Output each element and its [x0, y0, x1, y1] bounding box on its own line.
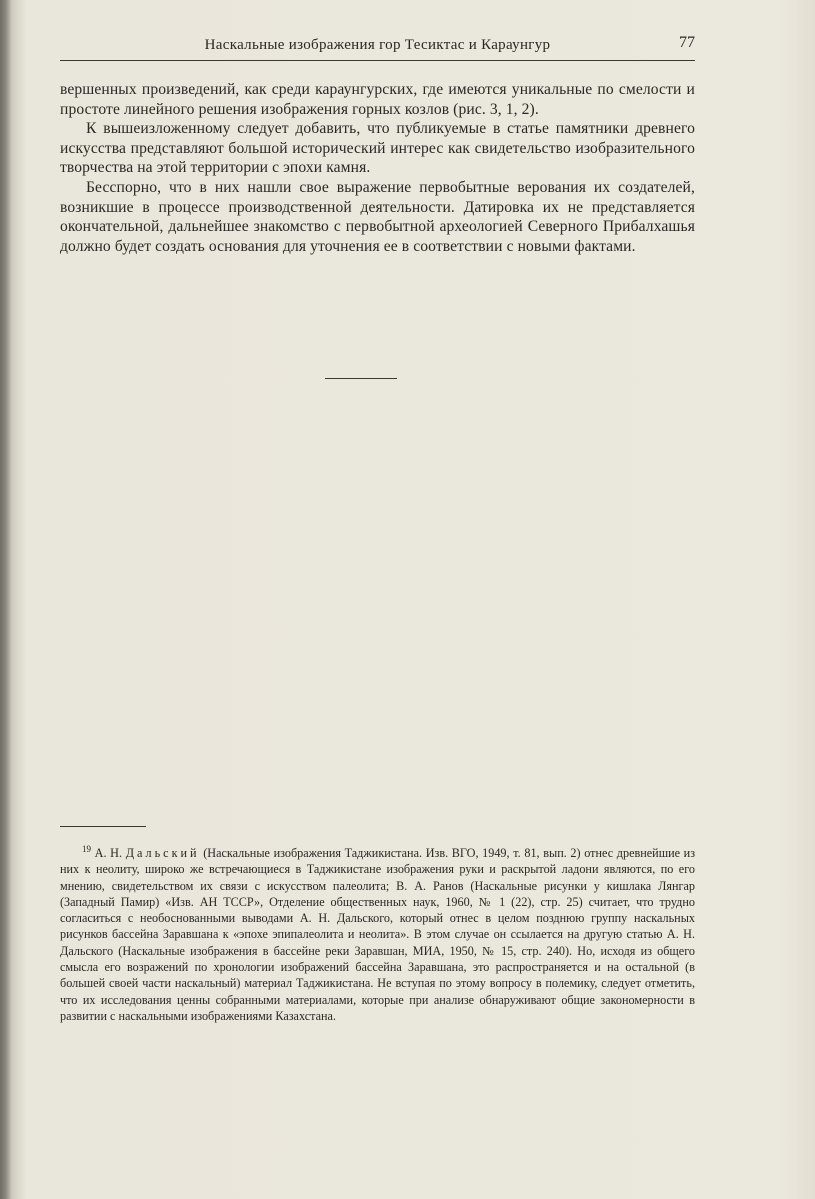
footnote-text: (Наскальные изображения Таджикистана. Изв. ВГО, 1949, т. 81, вып. 2) отнес древнейшие из них к неолиту, широко же встречающиеся в Таджикистане изображения руки и раскрытой ладони являются, по его мнению, свидетельством их связи с искусством палеолита; В. А. Ранов (Наскальные рисунки у кишлака Лянгар (Западный Памир) «Изв. АН ТССР», Отделение общественных наук, 1960, № 1 (22), стр. 25) считает, что трудно согласиться с необоснованными выводами А. Н. Дальского, который отнес в целом позднюю группу наскальных рисунков бассейна Заравшана к «эпохе эпипалеолита и неолита». В этом случае он ссылается на другую статью А. Н. Дальского (Наскальные изображения в бассейне реки Заравшан, МИА, 1950, № 15, стр. 240). Но, исходя из общего смысла его возражений по хронологии изображений бассейна Заравшана, это распространяется и на остальной (в большей своей части наскальный) материал Таджикистана. Не вступая по этому вопросу в полемику, следует отметить, что их исследования ценны собранными материалами, которые при анализе обнаруживают общие закономерности в развитии с наскальными изображениями Казахстана. [60, 846, 696, 1023]
footnote-author-surname: Дальский [125, 846, 200, 860]
running-title: Наскальные изображения гор Тесиктас и Караунгур [204, 37, 551, 53]
footnote-author-initials: А. Н. [94, 846, 123, 860]
paragraph-1: вершенных произведений, как среди караунгурских, где имеются уникальные по смелости и простоте линейного решения изображения горных козлов (рис. 3, 1, 2). [60, 81, 695, 118]
footnote-marker: 19 [82, 843, 91, 854]
paragraph-2: К вышеизложенному следует добавить, что публикуемые в статье памятники древнего искусства представляют большой исторический интерес как свидетельство изобразительного творчества на этой территории с эпохи камня. [60, 120, 695, 177]
footnote-paragraph [60, 845, 695, 1024]
footnote [60, 845, 695, 1024]
paragraph-3: Бесспорно, что в них нашли свое выражение первобытные верования их создателей, возникшие в процессе производственной деятельности. Датировка их не представляется окончательной, дальнейшее знакомство с первобытной археологией Северного Прибалхашья должно будет создать основания для уточнения ее в соответствии с новыми фактами. [60, 178, 695, 255]
footnote-rule [60, 826, 146, 827]
page-header [60, 34, 695, 61]
page-number: 77 [679, 34, 695, 51]
section-divider [325, 378, 397, 379]
main-text [60, 80, 695, 256]
